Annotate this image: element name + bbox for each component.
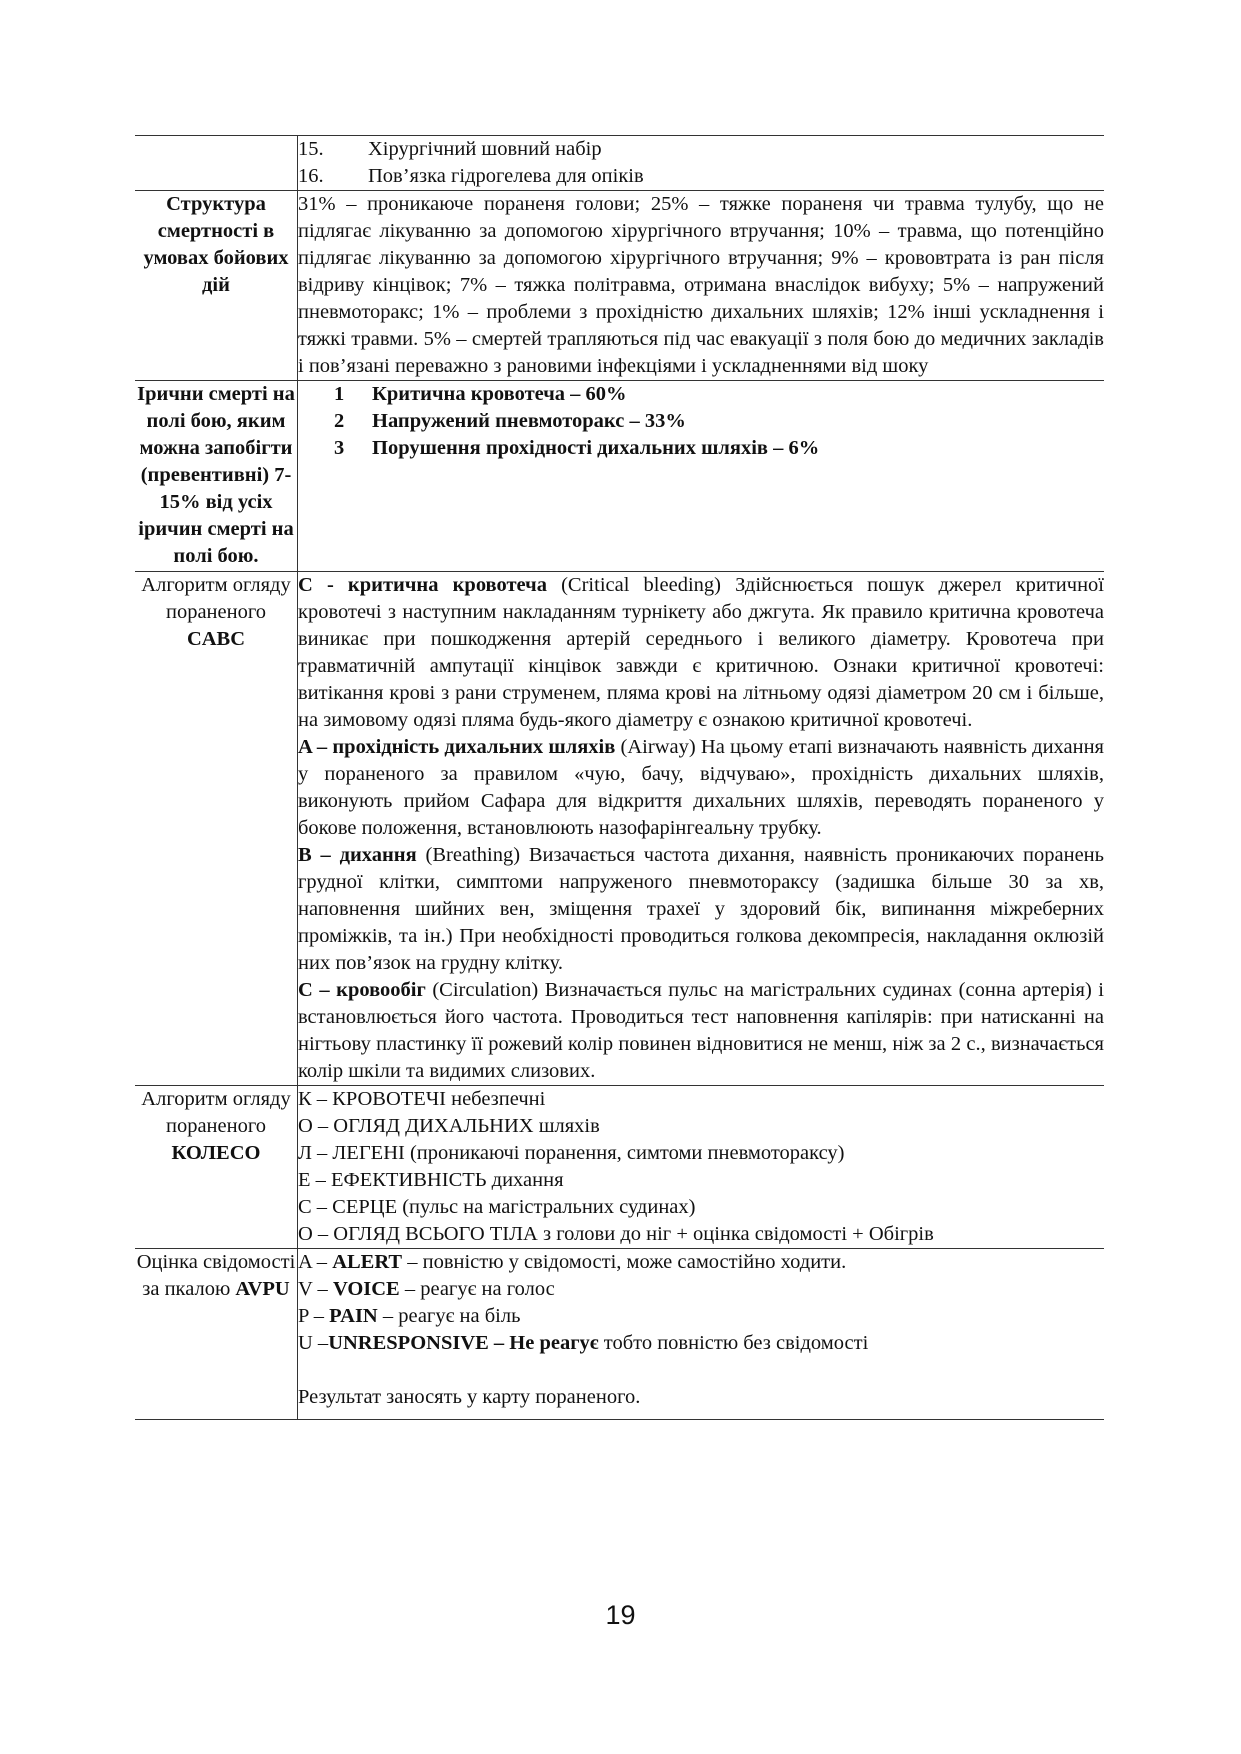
list-item: 15. Хірургічний шовний набір: [298, 138, 602, 160]
row-label: Структура смертності в умовах бойових дій: [135, 191, 298, 381]
paragraph-b: B – дихання (Breathing) Визачається частота дихання, наявність проникаючих поранень грудної клітки, симптоми напруженого пневмотораксу (задишка більше 30 за хв, наповнення шийних вен, зміщення трахеї у здоровий бік, випинання міжреберних проміжків, та ін.) При необхідності проводиться голкова декомпресія, накладання оклюзій них пов’язок на грудну клітку.: [298, 844, 1104, 974]
content-table: [135, 135, 1104, 1420]
row-content: [298, 1249, 1105, 1420]
list-item: О – ОГЛЯД ВСЬОГО ТІЛА з голови до ніг + оцінка свідомості + Обігрів: [298, 1223, 934, 1245]
list-item: 16. Пов’язка гідрогелева для опіків: [298, 165, 644, 187]
paragraph-a: A – прохідність дихальних шляхів (Airway) На цьому етапі визначають наявність дихання у пораненого за правилом «чую, бачу, відчуваю», прохідність дихальних шляхів, виконують прийом Сафара для відкриття дихальних шляхів, переводять пораненого у бокове положення, встановлюють назофарінгеальну трубку.: [298, 736, 1104, 839]
row-content: [298, 381, 1105, 572]
list-item: Л – ЛЕГЕНІ (проникаючі поранення, симтоми пневмотораксу): [298, 1142, 845, 1164]
row-label: Алгоритм огляду пораненого КОЛЕСО: [135, 1086, 298, 1249]
list-item: P – PAIN – реагує на біль: [298, 1305, 521, 1327]
table-row: [135, 1249, 1104, 1420]
table-row: [135, 191, 1104, 381]
paragraph-c2: C – кровообіг (Circulation) Визначається пульс на магістральних судинах (сонна артерія) і встановлюється його частота. Проводиться тест наповнення капілярів: при натисканні на нігтьову пластинку її рожевий колір повинен відновитися не менш, ніж за 2 с., визначається колір шкіли та видимих слизових.: [298, 979, 1104, 1082]
row-content: [298, 136, 1105, 191]
list-item: V – VOICE – реагує на голос: [298, 1278, 555, 1300]
row-label-empty: [135, 136, 298, 191]
list-item: A – ALERT – повністю у свідомості, може самостійно ходити.: [298, 1251, 847, 1273]
row-label: Оцінка свідомості за пкалою AVPU: [135, 1249, 298, 1420]
list-item: 2 Напружений пневмоторакс – 33%: [334, 410, 686, 432]
list-item: 3 Порушення прохідності дихальних шляхів – 6%: [334, 437, 820, 459]
list-item: Е – ЕФЕКТИВНІСТЬ дихання: [298, 1169, 564, 1191]
row-label: Алгоритм огляду пораненого CABC: [135, 572, 298, 1086]
list-item: С – СЕРЦЕ (пульс на магістральних судинах): [298, 1196, 696, 1218]
row-label: Ірични смерті на полі бою, яким можна запобігти (превентивні) 7-15% від усіх іричин смерті на полі бою.: [135, 381, 298, 572]
list-item: О – ОГЛЯД ДИХАЛЬНИХ шляхів: [298, 1115, 600, 1137]
row-content: [298, 1086, 1105, 1249]
table-row: [135, 381, 1104, 572]
table-row: [135, 1086, 1104, 1249]
page-number: 19: [605, 1600, 636, 1630]
list-item: 1 Критична кровотеча – 60%: [334, 383, 627, 405]
table-row: [135, 136, 1104, 191]
table-row: [135, 572, 1104, 1086]
row-content: 31% – проникаюче пораненя голови; 25% – тяжке пораненя чи травма тулубу, що не підлягає лікуванню за допомогою хірургічного втручання; 10% – травма, що потенційно підлягає лікуванню за допомогою хірургічного втручання; 9% – крововтрата із ран після відриву кінцівок; 7% – тяжка політравма, отримана внаслідок вибуху; 5% – напружений пневмоторакс; 1% – проблеми з прохідністю дихальних шляхів; 12% інші ускладнення і тяжкі травми. 5% – смертей трапляються під час евакуації з поля бою до медичних закладів і пов’язані переважно з рановими інфекціями і ускладненнями від шоку: [298, 191, 1105, 381]
row-content: [298, 572, 1105, 1086]
result-note: Результат заносять у карту пораненого.: [298, 1386, 641, 1408]
list-item: U –UNRESPONSIVE – Не реагує тобто повністю без свідомості: [298, 1332, 869, 1354]
list-item: К – КРОВОТЕЧІ небезпечні: [298, 1088, 546, 1110]
paragraph-c: C - критична кровотеча (Critical bleeding) Здійснюється пошук джерел критичної кровотечі з наступним накладанням турнікету або джгута. Як правило критична кровотеча виникає при пошкодження артерій середнього і великого діаметру. Кровотеча при травматичній ампутації кінцівок завжди є критичною. Ознаки критичної кровотечі: витікання крові з рани струменем, пляма крові на літньому одязі діаметром 20 см і більше, на зимовому одязі пляма будь-якого діаметру є ознакою критичної кровотечі.: [298, 574, 1104, 731]
